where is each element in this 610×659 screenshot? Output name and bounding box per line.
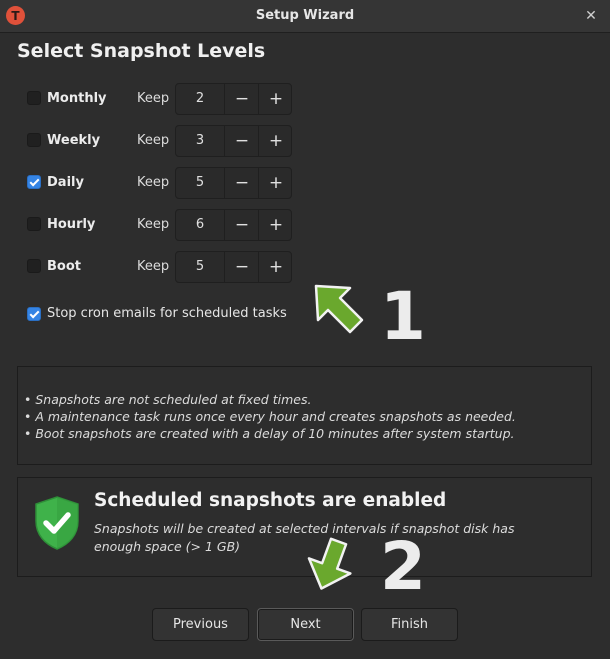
weekly-keep-value[interactable]: 3: [195, 133, 205, 148]
keep-label: Keep: [137, 175, 170, 190]
next-button[interactable]: Next: [257, 608, 354, 641]
daily-label: Daily: [47, 175, 84, 190]
previous-button[interactable]: Previous: [152, 608, 249, 641]
info-line: • Boot snapshots are created with a delay of 10 minutes after system startup.: [24, 426, 515, 441]
boot-decrement-button[interactable]: −: [224, 252, 259, 282]
level-row-hourly: [27, 209, 307, 241]
hourly-label: Hourly: [47, 217, 96, 232]
app-icon: T: [6, 6, 25, 25]
info-line: • A maintenance task runs once every hour and creates snapshots as needed.: [24, 409, 516, 424]
weekly-keep-spinner: [175, 125, 292, 157]
title-bar: [0, 0, 610, 33]
weekly-decrement-button[interactable]: −: [224, 126, 259, 156]
monthly-checkbox[interactable]: [27, 91, 41, 105]
annotation-arrow-down-icon: [300, 536, 360, 594]
annotation-arrow-up-left-icon: [310, 282, 366, 334]
daily-keep-spinner: [175, 167, 292, 199]
close-icon[interactable]: ✕: [585, 8, 597, 24]
boot-label: Boot: [47, 259, 81, 274]
stop-cron-emails-checkbox[interactable]: [27, 307, 41, 321]
boot-keep-spinner: [175, 251, 292, 283]
page-title: Select Snapshot Levels: [17, 40, 266, 62]
hourly-decrement-button[interactable]: −: [224, 210, 259, 240]
level-row-boot: [27, 251, 307, 283]
weekly-increment-button[interactable]: +: [258, 126, 293, 156]
hourly-checkbox[interactable]: [27, 217, 41, 231]
hourly-keep-spinner: [175, 209, 292, 241]
keep-label: Keep: [137, 259, 170, 274]
monthly-increment-button[interactable]: +: [258, 84, 293, 114]
window-title: Setup Wizard: [255, 8, 355, 23]
info-line: • Snapshots are not scheduled at fixed times.: [24, 392, 312, 407]
level-row-daily: [27, 167, 307, 199]
stop-cron-emails-label[interactable]: Stop cron emails for scheduled tasks: [47, 306, 287, 321]
monthly-keep-spinner: [175, 83, 292, 115]
monthly-keep-value[interactable]: 2: [195, 91, 205, 106]
finish-button[interactable]: Finish: [361, 608, 458, 641]
status-description: Snapshots will be created at selected intervals if snapshot disk has enough space (> 1 GB): [94, 521, 515, 554]
keep-label: Keep: [137, 217, 170, 232]
level-row-monthly: [27, 83, 307, 115]
weekly-label: Weekly: [47, 133, 101, 148]
schedule-info-box: [17, 366, 592, 465]
boot-checkbox[interactable]: [27, 259, 41, 273]
monthly-decrement-button[interactable]: −: [224, 84, 259, 114]
daily-increment-button[interactable]: +: [258, 168, 293, 198]
hourly-keep-value[interactable]: 6: [195, 217, 205, 232]
monthly-label: Monthly: [47, 91, 107, 106]
keep-label: Keep: [137, 91, 170, 106]
boot-keep-value[interactable]: 5: [195, 259, 205, 274]
boot-increment-button[interactable]: +: [258, 252, 293, 282]
status-title: Scheduled snapshots are enabled: [94, 490, 447, 511]
annotation-number-2: 2: [380, 528, 426, 605]
keep-label: Keep: [137, 133, 170, 148]
weekly-checkbox[interactable]: [27, 133, 41, 147]
annotation-number-1: 1: [380, 278, 426, 355]
level-row-weekly: [27, 125, 307, 157]
daily-decrement-button[interactable]: −: [224, 168, 259, 198]
shield-check-icon: [33, 495, 81, 551]
daily-keep-value[interactable]: 5: [195, 175, 205, 190]
daily-checkbox[interactable]: [27, 175, 41, 189]
cron-emails-row: [27, 300, 307, 328]
hourly-increment-button[interactable]: +: [258, 210, 293, 240]
